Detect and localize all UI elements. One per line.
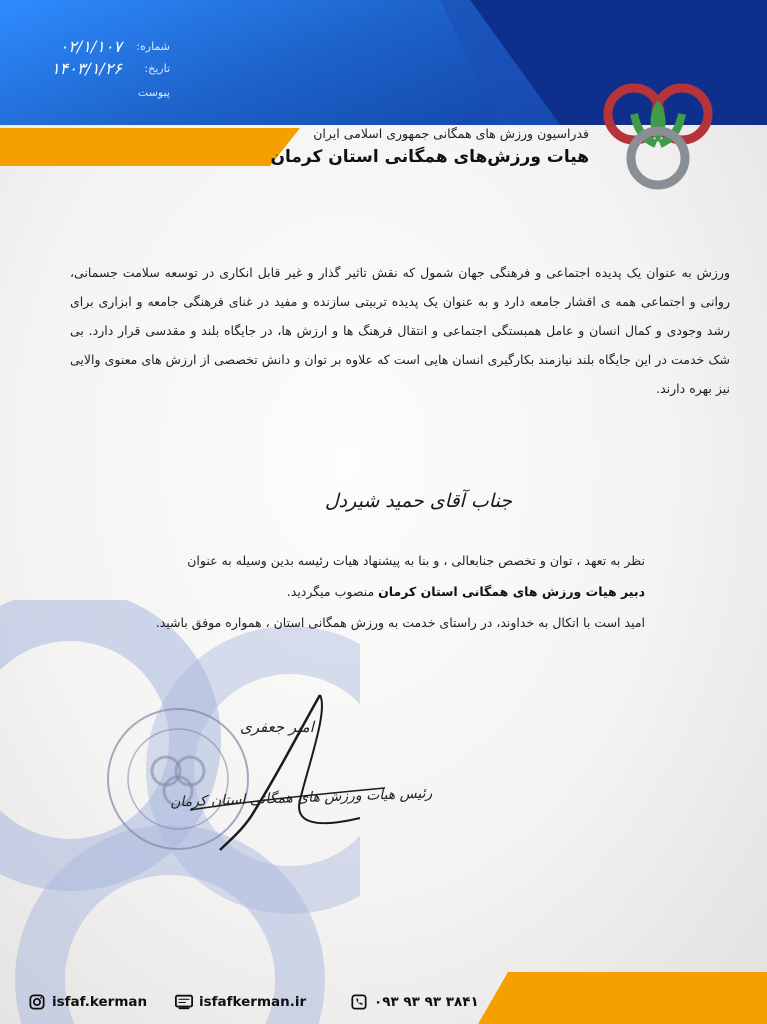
website-url: isfafkerman.ir	[199, 994, 307, 1010]
signature-stroke	[160, 690, 400, 855]
website-contact[interactable]	[175, 994, 306, 1010]
appointment-line-2-rest: منصوب میگردید.	[286, 584, 379, 599]
number-label: شماره:	[136, 40, 170, 53]
phone-contact[interactable]	[350, 994, 479, 1010]
letter-intro: ورزش به عنوان یک پدیده اجتماعی و فرهنگی جهان شمول که نقش تاثیر گذار و غیر قابل انکاری در توسعه سلامت جسمانی، روانی و اجتماعی همه ی اقشار جامعه دارد و به عنوان یک پدیده تربیتی سازنده و مفید در غنای فرهنگی جامعه و ابزاری برای رشد وجودی و کمال انسان و عامل همبستگی اجتماعی و انتقال فرهنگ ها و ارزش ها، در جایگاه بلند و مقدسی قرار دارد. بی شک خدمت در این جایگاه بلند نیازمند بکارگیری انسان هایی است که علاوه بر توان و دانش تخصصی از ارزش های معنوی والایی نیز بهره دارند.	[70, 265, 730, 396]
appointment-text	[90, 545, 645, 638]
instagram-contact[interactable]	[28, 994, 147, 1010]
federation-logo	[598, 78, 718, 193]
number-value: ۰۲/۱/۱۰۷	[59, 37, 122, 56]
date-value: ۱۴۰۳/۱/۲۶	[51, 59, 122, 78]
phone-icon	[350, 994, 368, 1010]
position-title: دبیر هیات ورزش های همگانی استان کرمان	[378, 584, 645, 599]
reference-block	[20, 37, 170, 110]
salutation: جناب آقای حمید شیردل	[324, 490, 512, 512]
signer-title: رئیس هیات ورزش های همگانی استان کرمان	[169, 785, 433, 811]
letterhead	[259, 126, 589, 167]
appointment-line-1: نظر به تعهد ، توان و تخصص جنابعالی ، و بنا به پیشنهاد هیات رئیسه بدین وسیله به عنوان	[187, 553, 645, 568]
orange-stripe-top	[0, 128, 300, 166]
appointment-line-2	[90, 576, 645, 607]
signer-name: امیر جعفری	[240, 718, 314, 736]
instagram-icon	[28, 994, 46, 1010]
attachment-label: پیوست	[137, 86, 170, 99]
phone-number: ۰۹۳ ۹۳ ۹۳ ۳۸۴۱	[374, 994, 479, 1010]
letterhead-title: هیات ورزش‌های همگانی استان کرمان	[270, 147, 589, 167]
footer-contacts	[0, 988, 767, 1018]
instagram-handle: isfaf.kerman	[52, 994, 148, 1010]
date-label: تاریخ:	[144, 62, 170, 75]
appointment-line-3: امید است با اتکال به خداوند، در راستای خدمت به ورزش همگانی استان ، همواره موفق باشید.	[155, 615, 645, 630]
letterhead-subtitle: فدراسیون ورزش های همگانی جمهوری اسلامی ایران	[313, 126, 589, 141]
globe-icon	[175, 994, 193, 1010]
